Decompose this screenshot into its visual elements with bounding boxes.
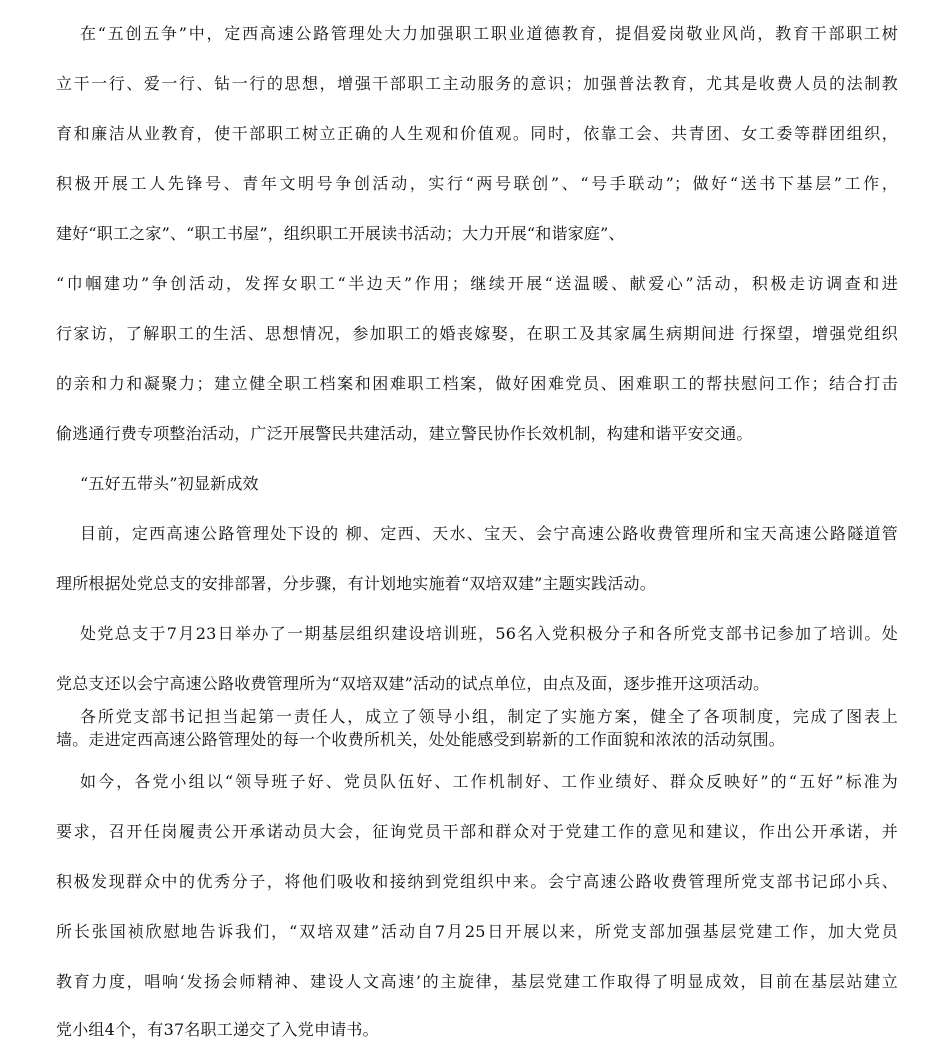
paragraph-line: 党小组4个，有37名职工递交了入党申请书。	[56, 1020, 379, 1039]
paragraph-line: 教育力度，唱响‘发扬会师精神、建设人文高速’的主旋律，基层党建工作取得了明显成效，目前在基层站建立	[56, 972, 898, 991]
paragraph-line: 积极开展工人先锋号、青年文明号争创活动，实行“两号联创”、“号手联动”；做好“送书下基层”工作，	[56, 174, 898, 193]
paragraph-line: “巾帼建功”争创活动，发挥女职工“半边天”作用；继续开展“送温暖、献爱心”活动，积极走访调查和进	[56, 274, 898, 293]
paragraph-line: 立干一行、爱一行、钻一行的思想，增强干部职工主动服务的意识；加强普法教育，尤其是收费人员的法制教	[56, 74, 898, 93]
paragraph-line: 积极发现群众中的优秀分子，将他们吸收和接纳到党组织中来。会宁高速公路收费管理所党支部书记邱小兵、	[56, 872, 898, 891]
paragraph-line: 所长张国祯欣慰地告诉我们，“双培双建”活动自7月25日开展以来，所党支部加强基层党建工作，加大党员	[56, 922, 898, 941]
paragraph-line: 处党总支于7月23日举办了一期基层组织建设培训班，56名入党积极分子和各所党支部书记参加了培训。处	[80, 624, 898, 643]
paragraph-line: 行家访，了解职工的生活、思想情况，参加职工的婚丧嫁娶，在职工及其家属生病期间进 行探望，增强党组织	[56, 324, 898, 343]
paragraph-line: 党总支还以会宁高速公路收费管理所为“双培双建”活动的试点单位，由点及面，逐步推开这项活动。	[56, 674, 770, 693]
paragraph-line: 建好“职工之家”、“职工书屋”，组织职工开展读书活动；大力开展“和谐家庭”、	[56, 224, 625, 243]
paragraph-line: 育和廉洁从业教育，使干部职工树立正确的人生观和价值观。同时，依靠工会、共青团、女工委等群团组织，	[56, 124, 898, 143]
paragraph-line: 要求，召开任岗履责公开承诺动员大会，征询党员干部和群众对于党建工作的意见和建议，作出公开承诺，并	[56, 822, 898, 841]
paragraph-line: 墙。走进定西高速公路管理处的每一个收费所机关，处处能感受到崭新的工作面貌和浓浓的活动氛围。	[56, 730, 786, 749]
paragraph-line: 的亲和力和凝聚力；建立健全职工档案和困难职工档案，做好困难党员、困难职工的帮扶慰问工作；结合打击	[56, 374, 898, 393]
paragraph-line: 如今，各党小组以“领导班子好、党员队伍好、工作机制好、工作业绩好、群众反映好”的“五好”标准为	[80, 772, 898, 791]
paragraph-line: 偷逃通行费专项整治活动，广泛开展警民共建活动，建立警民协作长效机制，构建和谐平安交通。	[56, 424, 753, 443]
section-heading: “五好五带头”初显新成效	[80, 474, 259, 493]
paragraph-line: 在“五创五争”中，定西高速公路管理处大力加强职工职业道德教育，提倡爱岗敬业风尚，教育干部职工树	[80, 24, 898, 43]
paragraph-line: 各所党支部书记担当起第一责任人，成立了领导小组，制定了实施方案，健全了各项制度，完成了图表上	[80, 707, 898, 726]
paragraph-line: 目前，定西高速公路管理处下设的 柳、定西、天水、宝天、会宁高速公路收费管理所和宝天高速公路隧道管	[80, 524, 898, 543]
paragraph-line: 理所根据处党总支的安排部署，分步骤，有计划地实施着“双培双建”主题实践活动。	[56, 574, 656, 593]
